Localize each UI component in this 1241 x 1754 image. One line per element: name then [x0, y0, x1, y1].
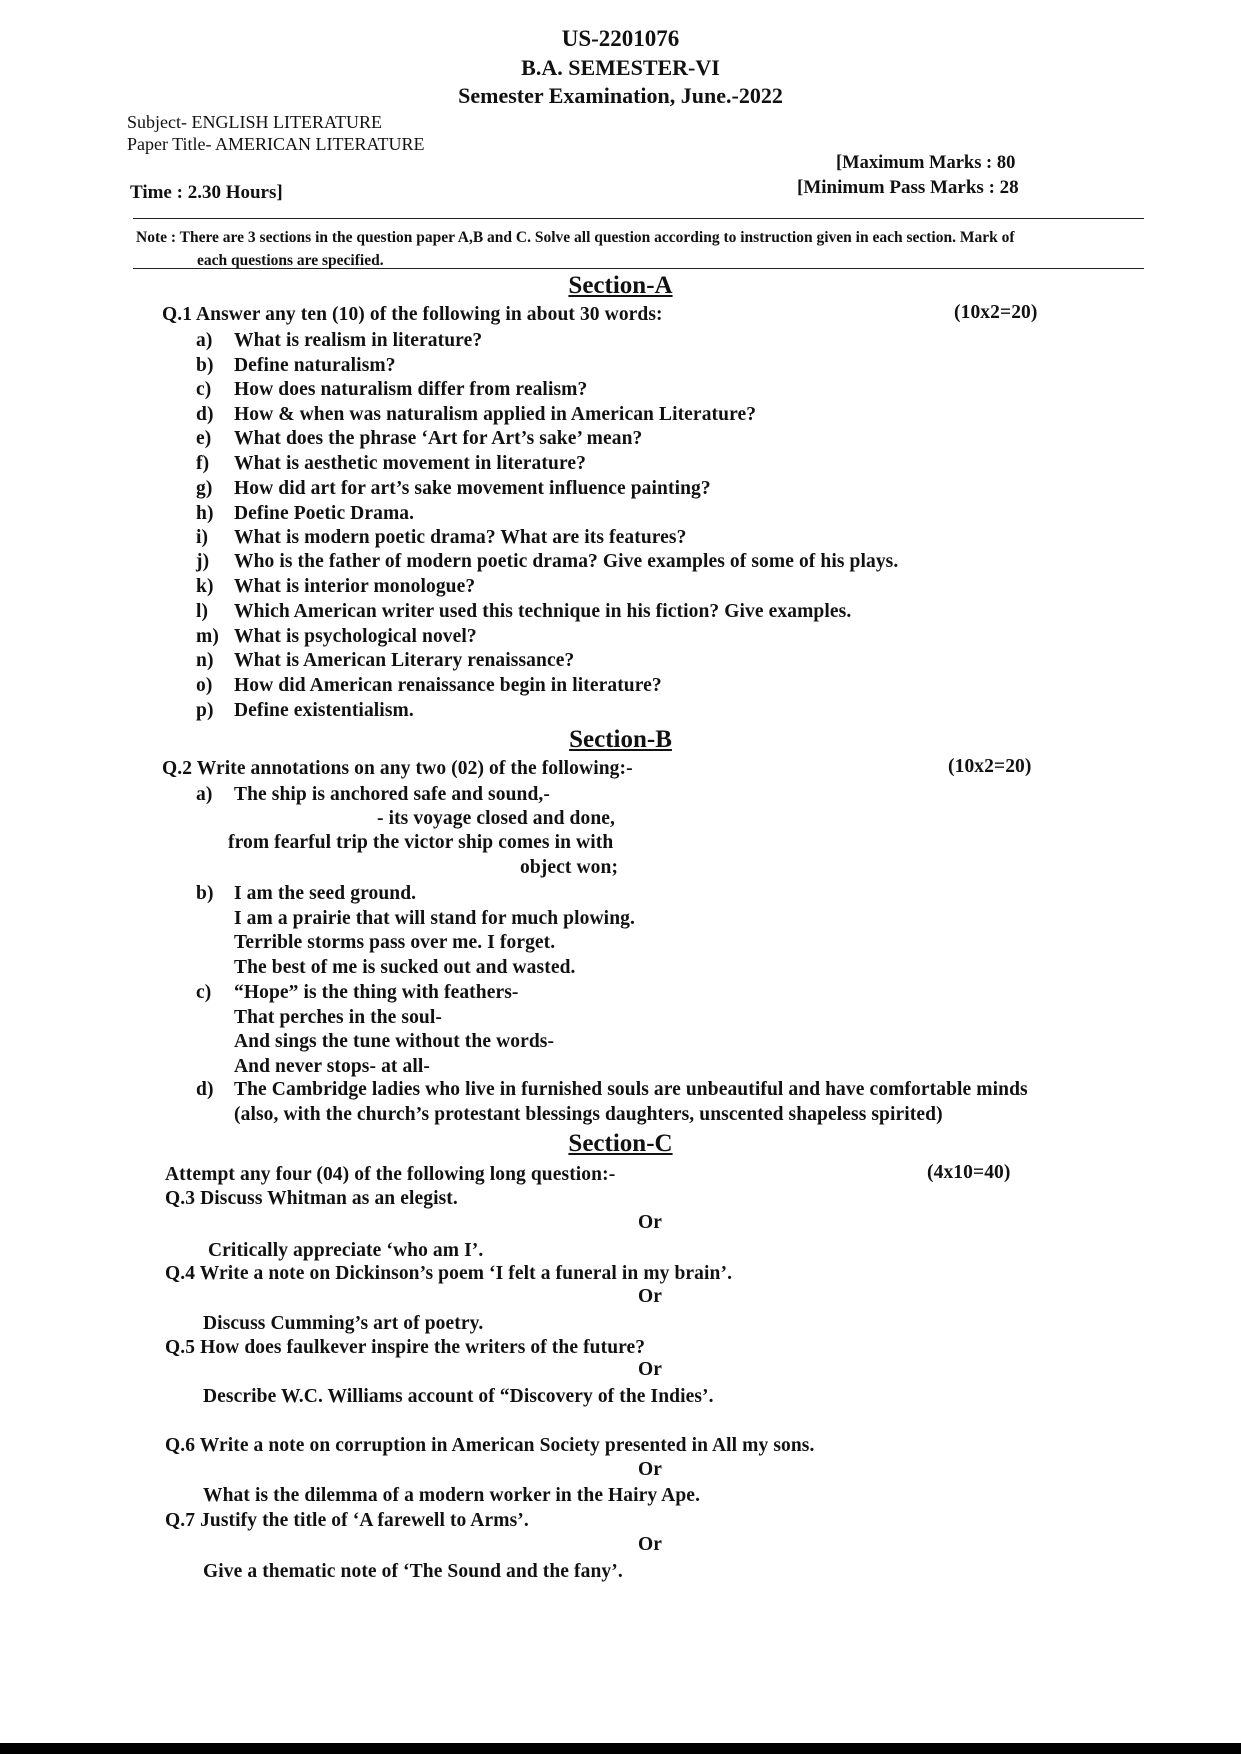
list-item: f) What is aesthetic movement in literature? — [196, 453, 586, 474]
section-c-instruction: Attempt any four (04) of the following long question:- — [165, 1164, 616, 1185]
section-c-marks: (4x10=40) — [927, 1162, 1011, 1183]
annotation-line: The Cambridge ladies who live in furnished souls are unbeautiful and have comfortable minds — [234, 1079, 1028, 1100]
annotation-line: (also, with the church’s protestant blessings daughters, unscented shapeless spirited) — [234, 1104, 943, 1125]
annotation-line: I am the seed ground. — [234, 883, 417, 904]
annotation-line: That perches in the soul- — [234, 1007, 442, 1028]
annotation-letter: b) — [196, 883, 214, 904]
q2-marks: (10x2=20) — [948, 756, 1032, 777]
q6-alternative: What is the dilemma of a modern worker in the Hairy Ape. — [203, 1485, 701, 1506]
annotation-line: object won; — [520, 857, 619, 878]
annotation-letter: d) — [196, 1079, 214, 1100]
list-item: o) How did American renaissance begin in literature? — [196, 675, 662, 696]
or-label: Or — [638, 1212, 663, 1233]
q7-alternative: Give a thematic note of ‘The Sound and the fany’. — [203, 1561, 623, 1582]
annotation-line: The ship is anchored safe and sound,- — [234, 784, 550, 805]
list-item: c) How does naturalism differ from realism? — [196, 379, 588, 400]
list-item: b) Define naturalism? — [196, 355, 396, 376]
semester-title: B.A. SEMESTER-VI — [521, 55, 720, 80]
annotation-line: “Hope” is the thing with feathers- — [234, 982, 519, 1003]
annotation-line: from fearful trip the victor ship comes in with — [228, 832, 614, 853]
or-label: Or — [638, 1286, 663, 1307]
paper-title-label: Paper Title- AMERICAN LITERATURE — [127, 134, 425, 154]
note-line-2: each questions are specified. — [197, 252, 384, 269]
annotation-letter: c) — [196, 982, 212, 1003]
q6-prompt: Q.6 Write a note on corruption in American Society presented in All my sons. — [165, 1435, 815, 1456]
annotation-line: And never stops- at all- — [234, 1056, 430, 1077]
list-item: n) What is American Literary renaissance? — [196, 650, 575, 671]
min-pass-marks: [Minimum Pass Marks : 28 — [797, 177, 1019, 198]
scan-edge-bar — [0, 1743, 1241, 1754]
list-item: e) What does the phrase ‘Art for Art’s sake’ mean? — [196, 428, 643, 449]
annotation-line: Terrible storms pass over me. I forget. — [234, 932, 556, 953]
list-item: k) What is interior monologue? — [196, 576, 476, 597]
q5-alternative: Describe W.C. Williams account of “Discovery of the Indies’. — [203, 1386, 714, 1407]
section-c-title: Section-C — [568, 1130, 673, 1157]
annotation-line: And sings the tune without the words- — [234, 1031, 555, 1052]
section-b-title: Section-B — [569, 726, 672, 753]
list-item: l) Which American writer used this technique in his fiction? Give examples. — [196, 601, 852, 622]
list-item: j) Who is the father of modern poetic drama? Give examples of some of his plays. — [196, 551, 899, 572]
top-divider — [133, 218, 1144, 219]
annotation-letter: a) — [196, 784, 213, 805]
list-item: d) How & when was naturalism applied in American Literature? — [196, 404, 757, 425]
list-item: i) What is modern poetic drama? What are its features? — [196, 527, 687, 548]
list-item: h) Define Poetic Drama. — [196, 503, 415, 524]
list-item: m) What is psychological novel? — [196, 626, 477, 647]
list-item: g) How did art for art’s sake movement influence painting? — [196, 478, 711, 499]
section-a-title: Section-A — [568, 272, 673, 299]
paper-code: US-2201076 — [561, 26, 680, 51]
exam-time: Time : 2.30 Hours] — [130, 182, 283, 203]
q2-prompt: Q.2 Write annotations on any two (02) of the following:- — [162, 758, 633, 779]
or-label: Or — [638, 1359, 663, 1380]
annotation-line: - its voyage closed and done, — [377, 808, 615, 829]
q1-marks: (10x2=20) — [954, 302, 1038, 323]
q4-alternative: Discuss Cumming’s art of poetry. — [203, 1313, 484, 1334]
q7-prompt: Q.7 Justify the title of ‘A farewell to Arms’. — [165, 1510, 529, 1531]
max-marks: [Maximum Marks : 80 — [836, 153, 1016, 173]
annotation-line: I am a prairie that will stand for much plowing. — [234, 908, 635, 929]
or-label: Or — [638, 1459, 663, 1480]
bottom-divider — [133, 268, 1144, 269]
note-line-1: Note : There are 3 sections in the question paper A,B and C. Solve all question according to instruction given in each section. Mark of — [136, 229, 1015, 246]
q3-alternative: Critically appreciate ‘who am I’. — [208, 1240, 484, 1261]
q5-prompt: Q.5 How does faulkever inspire the writers of the future? — [165, 1337, 646, 1358]
q1-prompt: Q.1 Answer any ten (10) of the following in about 30 words: — [162, 304, 663, 325]
q3-prompt: Q.3 Discuss Whitman as an elegist. — [165, 1188, 458, 1209]
annotation-line: The best of me is sucked out and wasted. — [234, 957, 576, 978]
q4-prompt: Q.4 Write a note on Dickinson’s poem ‘I felt a funeral in my brain’. — [165, 1263, 733, 1284]
subject-label: Subject- ENGLISH LITERATURE — [127, 112, 382, 132]
list-item: p) Define existentialism. — [196, 700, 414, 721]
list-item: a) What is realism in literature? — [196, 330, 483, 351]
or-label: Or — [638, 1534, 663, 1555]
exam-title: Semester Examination, June.-2022 — [458, 83, 783, 108]
